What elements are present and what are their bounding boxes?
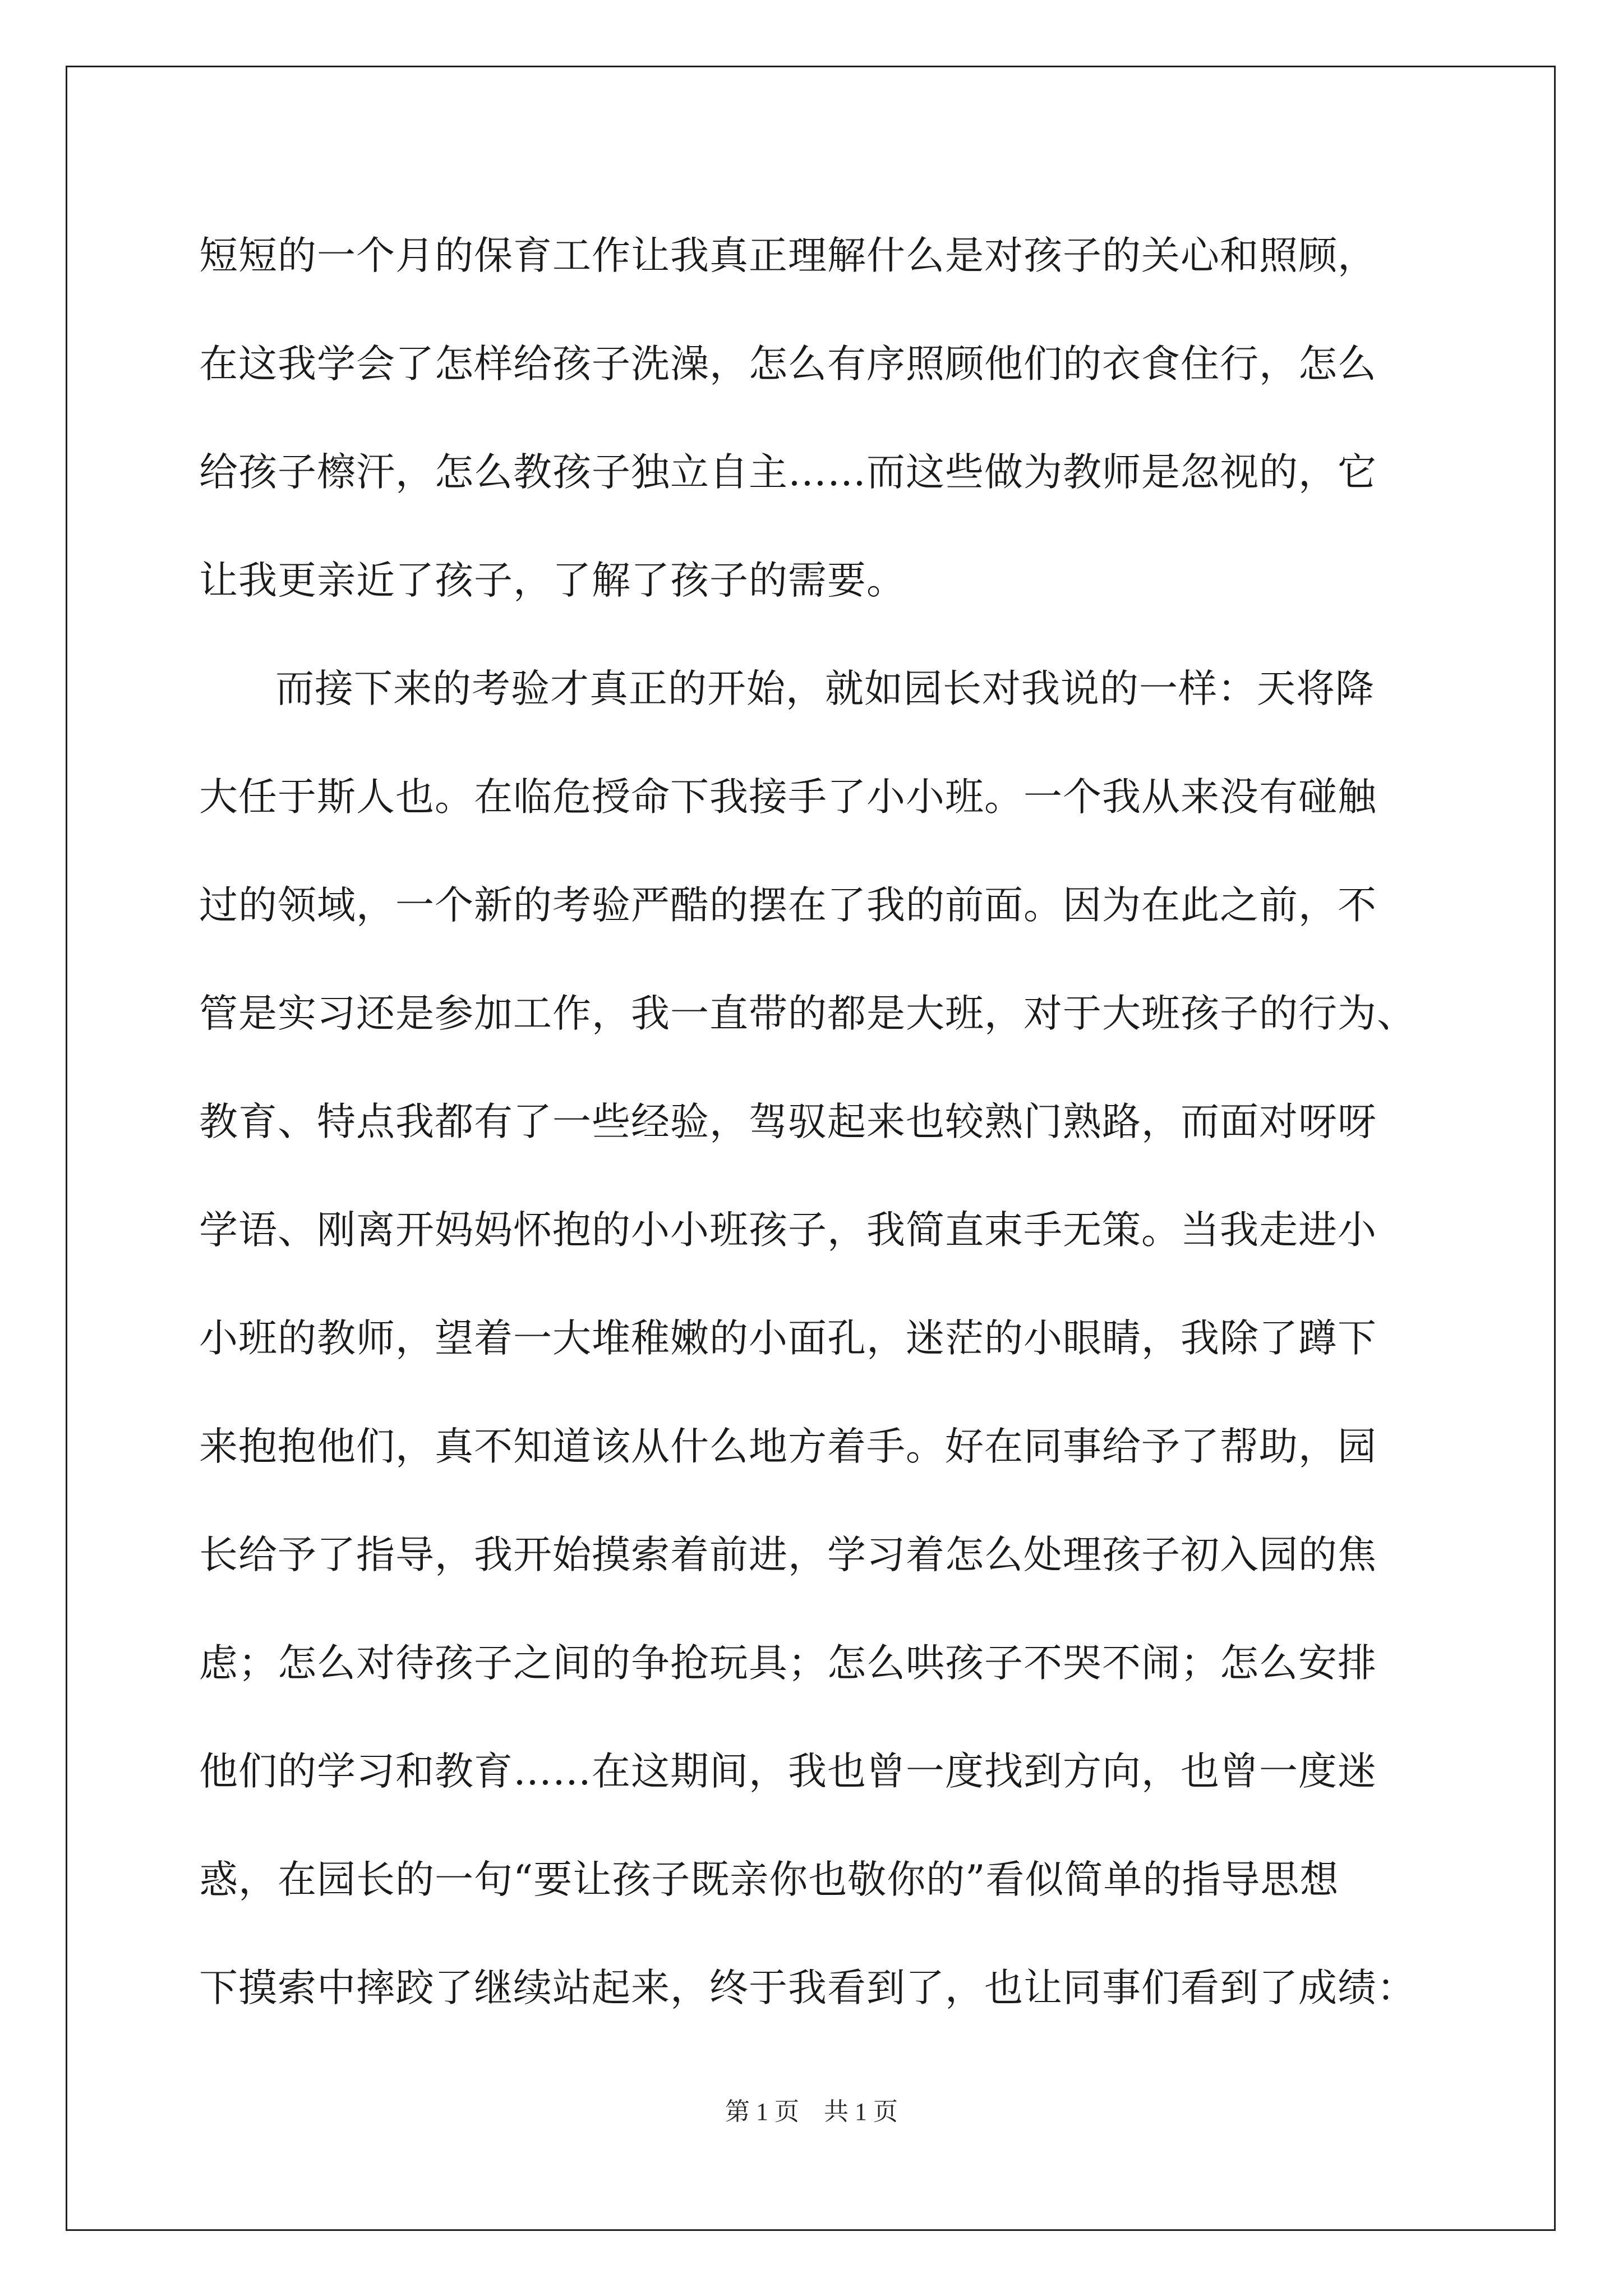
text-line: 下摸索中摔跤了继续站起来，终于我看到了，也让同事们看到了成绩： xyxy=(199,1966,1416,2010)
text-line: 惑，在园长的一句“要让孩子既亲你也敬你的”看似简单的指导思想 xyxy=(199,1857,1339,1902)
text-line: 学语、刚离开妈妈怀抱的小小班孩子，我简直束手无策。当我走进小 xyxy=(199,1208,1377,1253)
text-line: 大任于斯人也。在临危授命下我接手了小小班。一个我从来没有碰触 xyxy=(199,775,1377,820)
text-line: 长给予了指导，我开始摸索着前进，学习着怎么处理孩子初入园的焦 xyxy=(199,1533,1377,1577)
text-line: 在这我学会了怎样给孩子洗澡，怎么有序照顾他们的衣食住行，怎么 xyxy=(199,342,1377,386)
text-line: 让我更亲近了孩子，了解了孩子的需要。 xyxy=(199,558,906,603)
text-line: 过的领域，一个新的考验严酷的摆在了我的前面。因为在此之前，不 xyxy=(199,883,1377,928)
text-line: 小班的教师，望着一大堆稚嫩的小面孔，迷茫的小眼睛，我除了蹲下 xyxy=(199,1316,1377,1361)
text-line: 虑；怎么对待孩子之间的争抢玩具；怎么哄孩子不哭不闹；怎么安排 xyxy=(199,1641,1377,1686)
text-line: 来抱抱他们，真不知道该从什么地方着手。好在同事给予了帮助，园 xyxy=(199,1424,1377,1469)
text-line: 给孩子檫汗，怎么教孩子独立自主……而这些做为教师是忽视的，它 xyxy=(199,450,1377,495)
text-line: 教育、特点我都有了一些经验，驾驭起来也较熟门熟路，而面对呀呀 xyxy=(199,1099,1377,1144)
document-body xyxy=(199,202,1467,2042)
text-line: 他们的学习和教育……在这期间，我也曾一度找到方向，也曾一度迷 xyxy=(199,1749,1377,1794)
page-number-footer: 第 1 页 共 1 页 xyxy=(725,2098,898,2125)
text-line: 短短的一个月的保育工作让我真正理解什么是对孩子的关心和照顾， xyxy=(199,233,1377,278)
text-line-paragraph-start: 而接下来的考验才真正的开始，就如园长对我说的一样：天将降 xyxy=(275,666,1375,711)
text-line: 管是实习还是参加工作，我一直带的都是大班，对于大班孩子的行为、 xyxy=(199,991,1416,1036)
